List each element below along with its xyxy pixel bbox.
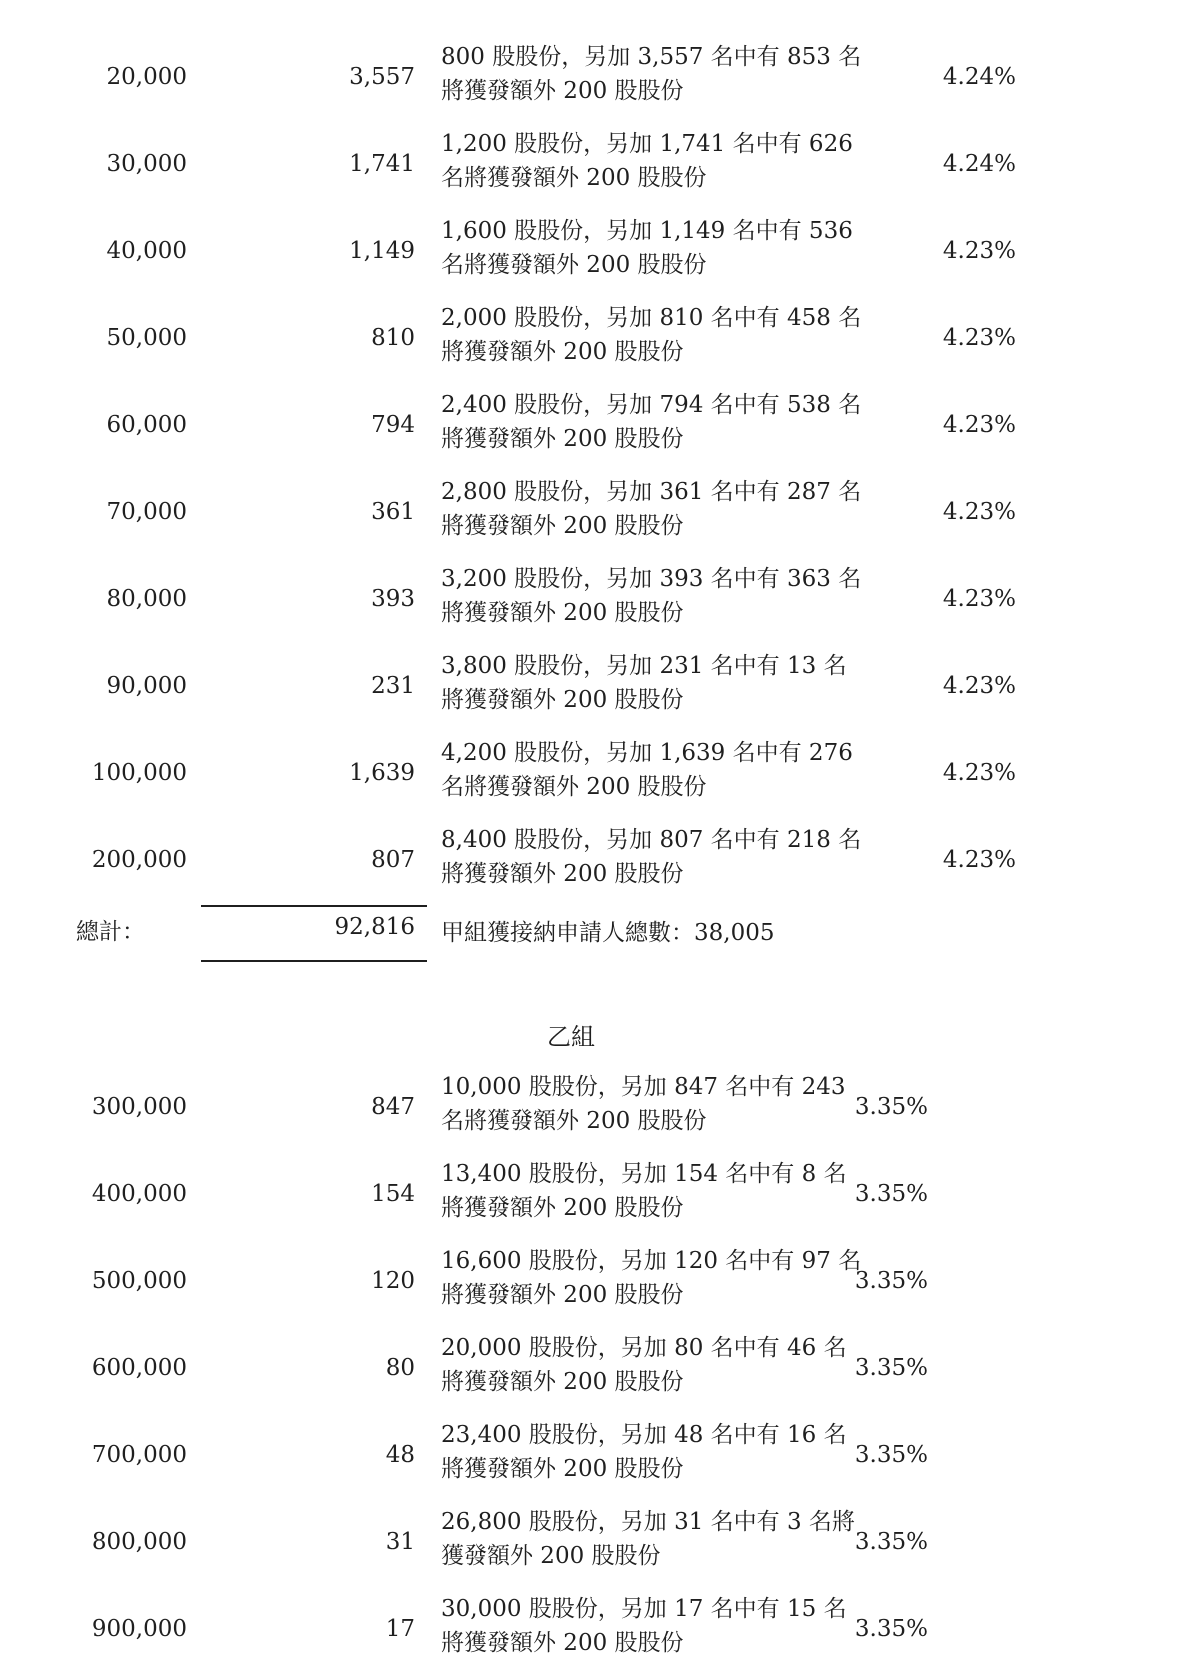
allocation-basis-line: 將獲發額外 200 股股份 xyxy=(441,1456,684,1482)
shares-applied: 30,000 xyxy=(106,151,187,177)
allocation-basis-line: 將獲發額外 200 股股份 xyxy=(441,1195,684,1221)
allocation-row xyxy=(0,388,1179,462)
valid-applications-count: 794 xyxy=(371,412,415,438)
shares-applied: 400,000 xyxy=(91,1181,187,1207)
allocation-basis-line: 將獲發額外 200 股股份 xyxy=(441,339,684,365)
allocation-basis-line: 將獲發額外 200 股股份 xyxy=(441,600,684,626)
allocation-basis xyxy=(441,736,853,804)
allotment-percentage: 3.35% xyxy=(854,1442,928,1468)
allocation-row xyxy=(0,214,1179,288)
allotment-percentage: 3.35% xyxy=(854,1094,928,1120)
allocation-basis-line: 將獲發額外 200 股股份 xyxy=(441,513,684,539)
allocation-basis-line: 800 股股份，另加 3,557 名中有 853 名 xyxy=(441,44,862,70)
allocation-row xyxy=(0,1157,1179,1231)
allotment-percentage: 3.35% xyxy=(854,1268,928,1294)
allotment-percentage: 4.24% xyxy=(942,151,1016,177)
allocation-basis-line: 30,000 股股份，另加 17 名中有 15 名 xyxy=(441,1596,847,1622)
allotment-percentage: 4.23% xyxy=(942,586,1016,612)
shares-applied: 100,000 xyxy=(91,760,187,786)
allocation-basis xyxy=(441,40,861,108)
group-b-title: 乙組 xyxy=(547,1023,595,1051)
allocation-basis-line: 將獲發額外 200 股股份 xyxy=(441,687,684,713)
valid-applications-count: 810 xyxy=(371,325,415,351)
shares-applied: 90,000 xyxy=(106,673,187,699)
allocation-basis xyxy=(441,1418,847,1486)
allocation-basis-line: 26,800 股股份，另加 31 名中有 3 名將 xyxy=(441,1509,855,1535)
valid-applications-count: 393 xyxy=(371,586,415,612)
shares-applied: 60,000 xyxy=(106,412,187,438)
valid-applications-count: 3,557 xyxy=(349,64,415,90)
allocation-basis-line: 2,400 股股份，另加 794 名中有 538 名 xyxy=(441,392,862,418)
total-label: 總計： xyxy=(76,919,145,945)
allocation-basis-line: 將獲發額外 200 股股份 xyxy=(441,78,684,104)
shares-applied: 40,000 xyxy=(106,238,187,264)
allocation-basis xyxy=(441,1070,846,1138)
shares-applied: 500,000 xyxy=(91,1268,187,1294)
valid-applications-count: 231 xyxy=(371,673,415,699)
shares-applied: 600,000 xyxy=(91,1355,187,1381)
allocation-basis xyxy=(441,1592,847,1660)
allotment-percentage: 4.23% xyxy=(942,847,1016,873)
allocation-row xyxy=(0,1592,1179,1666)
shares-applied: 800,000 xyxy=(91,1529,187,1555)
allotment-percentage: 4.24% xyxy=(942,64,1016,90)
valid-applications-count: 807 xyxy=(371,847,415,873)
allotment-percentage: 4.23% xyxy=(942,499,1016,525)
allocation-row xyxy=(0,475,1179,549)
allocation-basis-line: 將獲發額外 200 股股份 xyxy=(441,1369,684,1395)
allocation-basis xyxy=(441,1244,861,1312)
allocation-basis-line: 將獲發額外 200 股股份 xyxy=(441,861,684,887)
shares-applied: 200,000 xyxy=(91,847,187,873)
valid-applications-count: 17 xyxy=(385,1616,415,1642)
allocation-basis-line: 2,000 股股份，另加 810 名中有 458 名 xyxy=(441,305,862,331)
allocation-basis xyxy=(441,562,861,630)
allocation-basis-line: 23,400 股股份，另加 48 名中有 16 名 xyxy=(441,1422,847,1448)
allocation-basis-line: 20,000 股股份，另加 80 名中有 46 名 xyxy=(441,1335,847,1361)
allocation-basis-line: 名將獲發額外 200 股股份 xyxy=(441,1108,707,1134)
allocation-basis-line: 2,800 股股份，另加 361 名中有 287 名 xyxy=(441,479,862,505)
total-applicants: 92,816 xyxy=(334,914,415,940)
allocation-row xyxy=(0,1070,1179,1144)
allocation-row xyxy=(0,1505,1179,1579)
allocation-basis xyxy=(441,1505,855,1573)
total-bottom-rule xyxy=(201,960,427,962)
allocation-row xyxy=(0,301,1179,375)
valid-applications-count: 48 xyxy=(385,1442,415,1468)
allocation-basis-line: 名將獲發額外 200 股股份 xyxy=(441,165,707,191)
allocation-basis xyxy=(441,823,861,891)
allocation-row xyxy=(0,127,1179,201)
allocation-basis-line: 將獲發額外 200 股股份 xyxy=(441,426,684,452)
group-a-accepted-total-note: 甲組獲接納申請人總數：38,005 xyxy=(441,920,775,946)
allocation-basis-line: 獲發額外 200 股股份 xyxy=(441,1543,661,1569)
allocation-basis-line: 3,800 股股份，另加 231 名中有 13 名 xyxy=(441,653,847,679)
allotment-percentage: 4.23% xyxy=(942,673,1016,699)
valid-applications-count: 154 xyxy=(371,1181,415,1207)
allotment-percentage: 3.35% xyxy=(854,1355,928,1381)
valid-applications-count: 1,639 xyxy=(349,760,415,786)
shares-applied: 70,000 xyxy=(106,499,187,525)
allocation-row xyxy=(0,649,1179,723)
allotment-percentage: 3.35% xyxy=(854,1529,928,1555)
allocation-row xyxy=(0,562,1179,636)
allocation-basis-line: 名將獲發額外 200 股股份 xyxy=(441,774,707,800)
valid-applications-count: 120 xyxy=(371,1268,415,1294)
valid-applications-count: 361 xyxy=(371,499,415,525)
allocation-basis-line: 將獲發額外 200 股股份 xyxy=(441,1282,684,1308)
allocation-basis xyxy=(441,127,853,195)
allocation-basis-line: 16,600 股股份，另加 120 名中有 97 名 xyxy=(441,1248,862,1274)
valid-applications-count: 31 xyxy=(385,1529,415,1555)
allocation-basis xyxy=(441,388,861,456)
total-top-rule xyxy=(201,905,427,907)
shares-applied: 900,000 xyxy=(91,1616,187,1642)
allocation-row xyxy=(0,1418,1179,1492)
shares-applied: 50,000 xyxy=(106,325,187,351)
allocation-row xyxy=(0,40,1179,114)
allotment-percentage: 3.35% xyxy=(854,1181,928,1207)
allocation-row xyxy=(0,736,1179,810)
allocation-row xyxy=(0,1331,1179,1405)
allocation-basis xyxy=(441,1157,847,1225)
allocation-basis-line: 13,400 股股份，另加 154 名中有 8 名 xyxy=(441,1161,847,1187)
allotment-percentage: 4.23% xyxy=(942,238,1016,264)
shares-applied: 300,000 xyxy=(91,1094,187,1120)
valid-applications-count: 847 xyxy=(371,1094,415,1120)
allocation-basis-line: 1,600 股股份，另加 1,149 名中有 536 xyxy=(441,218,853,244)
allocation-basis xyxy=(441,649,847,717)
valid-applications-count: 80 xyxy=(385,1355,415,1381)
allocation-row xyxy=(0,1244,1179,1318)
shares-applied: 80,000 xyxy=(106,586,187,612)
allocation-basis-line: 4,200 股股份，另加 1,639 名中有 276 xyxy=(441,740,853,766)
allocation-basis-line: 3,200 股股份，另加 393 名中有 363 名 xyxy=(441,566,862,592)
shares-applied: 20,000 xyxy=(106,64,187,90)
allotment-percentage: 4.23% xyxy=(942,412,1016,438)
allocation-basis xyxy=(441,214,853,282)
allotment-percentage: 4.23% xyxy=(942,325,1016,351)
allocation-basis xyxy=(441,1331,847,1399)
allocation-basis-line: 8,400 股股份，另加 807 名中有 218 名 xyxy=(441,827,862,853)
allocation-basis-line: 1,200 股股份，另加 1,741 名中有 626 xyxy=(441,131,853,157)
allocation-row xyxy=(0,823,1179,897)
allocation-basis xyxy=(441,475,861,543)
allocation-basis-line: 名將獲發額外 200 股股份 xyxy=(441,252,707,278)
shares-applied: 700,000 xyxy=(91,1442,187,1468)
allocation-basis-line: 10,000 股股份，另加 847 名中有 243 xyxy=(441,1074,846,1100)
allotment-percentage: 3.35% xyxy=(854,1616,928,1642)
valid-applications-count: 1,149 xyxy=(349,238,415,264)
allocation-basis xyxy=(441,301,861,369)
allocation-basis-line: 將獲發額外 200 股股份 xyxy=(441,1630,684,1656)
allotment-percentage: 4.23% xyxy=(942,760,1016,786)
valid-applications-count: 1,741 xyxy=(349,151,415,177)
